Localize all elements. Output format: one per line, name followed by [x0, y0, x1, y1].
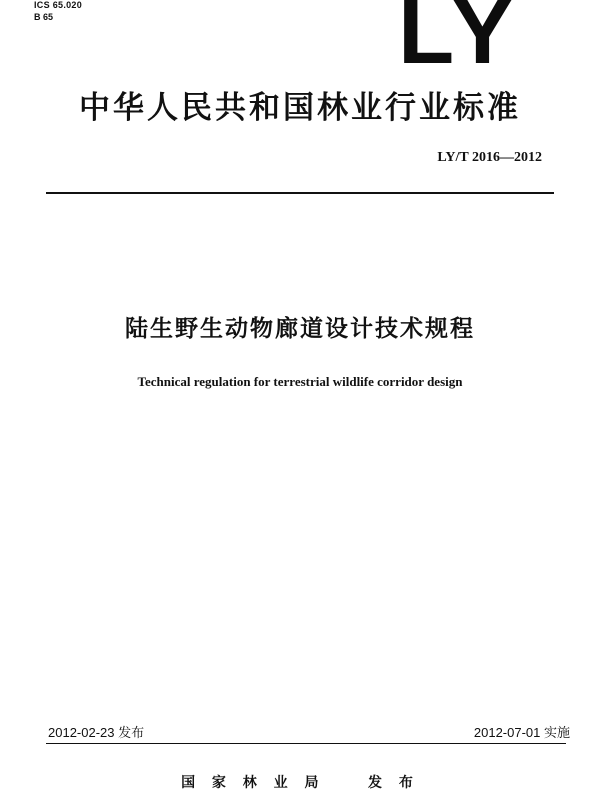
publisher: 国 家 林 业 局 发 布	[181, 775, 419, 791]
document-title-cn: 陆生野生动物廊道设计技术规程	[125, 316, 475, 342]
ics-code: ICS 65.020	[34, 0, 83, 10]
issue-date: 2012-02-23 发布	[48, 725, 145, 740]
document-title-en: Technical regulation for terrestrial wildlife corridor design	[137, 374, 463, 389]
standard-number: LY/T 2016—2012	[437, 150, 542, 165]
header-divider	[46, 192, 554, 194]
ccs-code: B 65	[34, 12, 54, 22]
footer-divider	[46, 743, 566, 744]
implement-date: 2012-07-01 实施	[473, 725, 570, 740]
standard-category-title: 中华人民共和国林业行业标准	[79, 90, 521, 126]
standard-logo: LY	[398, 0, 520, 83]
